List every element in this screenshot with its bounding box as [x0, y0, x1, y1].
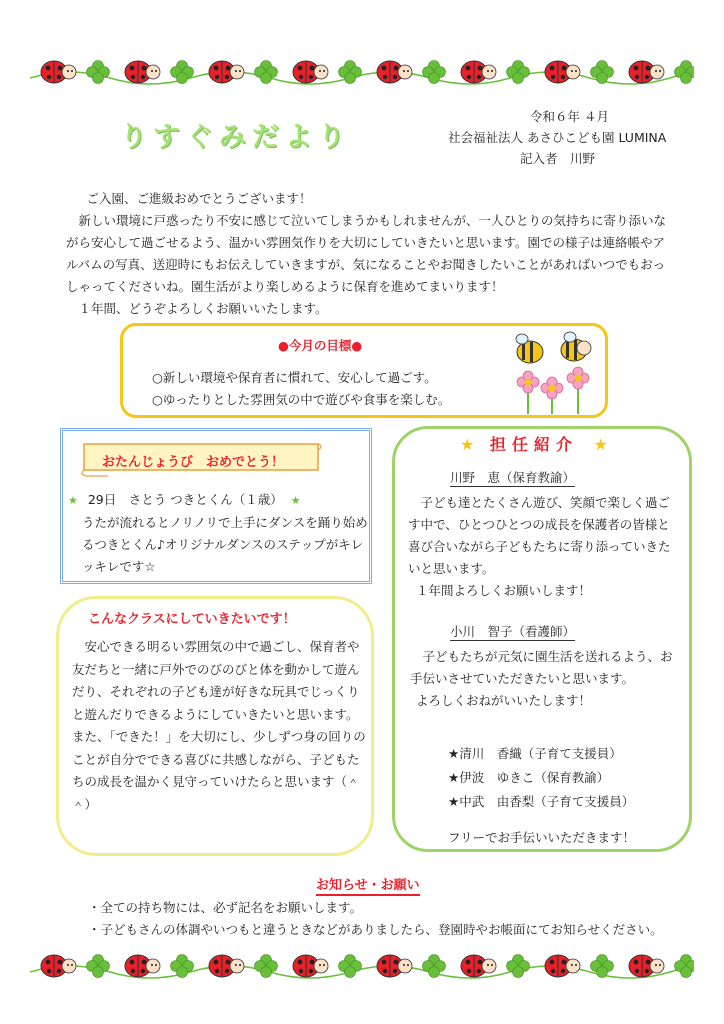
- nurse-message-text: 子どもたちが元気に園生活を送れるよう、お手伝いさせていただきたいと思います。: [410, 649, 673, 686]
- ladybug-icon: [461, 955, 496, 977]
- clover-icon: [171, 955, 194, 978]
- staff-title-text: 担任紹介: [489, 435, 578, 454]
- ladybug-icon: [125, 61, 160, 83]
- staff-title: [460, 432, 608, 455]
- helper-note: フリーでお手伝いいただきます！: [448, 830, 636, 845]
- clover-icon: [591, 955, 614, 978]
- clover-icon: [507, 955, 530, 978]
- ladybug-icon: [377, 61, 412, 83]
- header-info: [448, 106, 698, 169]
- goal-item: ○新しい環境や保育者に慣れて、安心して過ごす。: [152, 370, 437, 385]
- monthly-goal-title: ●今月の目標●: [278, 338, 363, 353]
- clover-icon: [591, 61, 614, 84]
- intro-section: [66, 188, 666, 320]
- clover-icon: [171, 61, 194, 84]
- intro-closing: １年間、どうぞよろしくお願いいたします。: [78, 301, 328, 316]
- intro-paragraph: 新しい環境に戸惑ったり不安に感じて泣いてしまうかもしれませんが、一人ひとりの気持ちに寄り添いながら安心して過ごせるよう、温かい雰囲気作りを大切にしていきたいと思います。園での様子は連絡帳やアルバムの写真、送迎時にもお伝えしていきますが、気になることやお聞きしたいことがあればいつでもおっしゃってくださいね。園生活がより楽しめるように保育を進めてまいります！: [66, 213, 667, 294]
- goal-item: ○ゆったりとした雰囲気の中で遊びや食事を楽しむ。: [152, 392, 451, 407]
- notice-title: お知らせ・お願い: [316, 874, 420, 896]
- bottom-ladybug-clover-border: [30, 946, 694, 986]
- clover-icon: [255, 955, 278, 978]
- class-goal-paragraph: 安心できる明るい雰囲気の中で過ごし、保育者や友だちと一緒に戸外でのびのびと体を動かして遊んだり、それぞれの子ども達が好きな玩具でじっくりと遊んだりできるようにしていきたいと思います。: [72, 639, 360, 722]
- clover-icon: [507, 61, 530, 84]
- ladybug-icon: [125, 955, 160, 977]
- ladybug-icon: [629, 61, 664, 83]
- ladybug-icon: [209, 955, 244, 977]
- class-goal-title: こんなクラスにしていきたいです！: [88, 612, 296, 627]
- nurse-name: 小川 智子（看護師）: [450, 624, 576, 639]
- author-name: 記入者 川野: [520, 151, 596, 166]
- issue-date: 令和６年 ４月: [530, 109, 609, 124]
- star-icon: ★: [460, 435, 475, 454]
- birthday-child: 29日 さとう つきとくん（１歳）: [87, 492, 283, 507]
- bee-and-flowers-icon: [508, 330, 604, 416]
- star-icon: ★: [290, 494, 301, 507]
- clover-icon: [255, 61, 278, 84]
- star-icon: ★: [593, 435, 608, 454]
- organization-name: 社会福祉法人 あさひこども園 LUMINA: [448, 130, 667, 145]
- intro-greeting: ご入園、ご進級おめでとうございます！: [86, 191, 312, 206]
- top-ladybug-clover-border: [30, 52, 694, 92]
- birthday-message: うたが流れるとノリノリで上手にダンスを踊り始めるつきとくん♪オリジナルダンスのステップがキレッキレです☆: [82, 515, 368, 574]
- helper-item: ★清川 香織（子育て支援員）: [448, 746, 622, 761]
- newsletter-title: りすぐみだより: [120, 122, 351, 153]
- class-goal-paragraph: また、「できた！」を大切にし、少しずつ身の回りのことが自分でできる喜びに共感しながら、子どもたちの成長を温かく見守っていけたらと思います（＾＾）: [72, 729, 366, 812]
- teacher-name: 川野 恵（保育教諭）: [450, 470, 576, 485]
- helper-item: ★中武 由香梨（子育て支援員）: [448, 794, 635, 809]
- ladybug-icon: [377, 955, 412, 977]
- teacher-message: [408, 492, 680, 602]
- birthday-title: おたんじょうび おめでとう！: [102, 455, 285, 470]
- star-icon: ★: [68, 494, 78, 507]
- teacher-message-closing: １年間よろしくお願いします！: [416, 583, 592, 598]
- clover-icon: [87, 955, 110, 978]
- ladybug-icon: [461, 61, 496, 83]
- notice-item: ・子どもさんの体調やいつもと違うときなどがありましたら、登園時やお帳面にてお知らせください。: [88, 922, 663, 937]
- nurse-message-closing: よろしくおねがいいたします！: [416, 693, 592, 708]
- birthday-entry: [68, 490, 301, 508]
- nurse-message: [410, 646, 682, 712]
- ladybug-icon: [41, 61, 76, 83]
- ladybug-icon: [293, 955, 328, 977]
- class-goal-text: [72, 636, 366, 816]
- clover-icon: [675, 955, 695, 978]
- clover-icon: [675, 61, 695, 84]
- ladybug-icon: [41, 955, 76, 977]
- ladybug-icon: [629, 955, 664, 977]
- ladybug-icon: [545, 61, 580, 83]
- ladybug-icon: [545, 955, 580, 977]
- clover-icon: [423, 955, 446, 978]
- teacher-message-text: 子ども達とたくさん遊び、笑顔で楽しく過ごす中で、ひとつひとつの成長を保護者の皆様と喜び合いながら子どもたちに寄り添っていきたいと思います。: [408, 495, 671, 576]
- helper-item: ★伊波 ゆきこ（保育教諭）: [448, 770, 610, 785]
- ladybug-icon: [209, 61, 244, 83]
- clover-icon: [87, 61, 110, 84]
- clover-icon: [423, 61, 446, 84]
- notice-item: ・全ての持ち物には、必ず記名をお願いします。: [88, 900, 363, 915]
- ladybug-icon: [293, 61, 328, 83]
